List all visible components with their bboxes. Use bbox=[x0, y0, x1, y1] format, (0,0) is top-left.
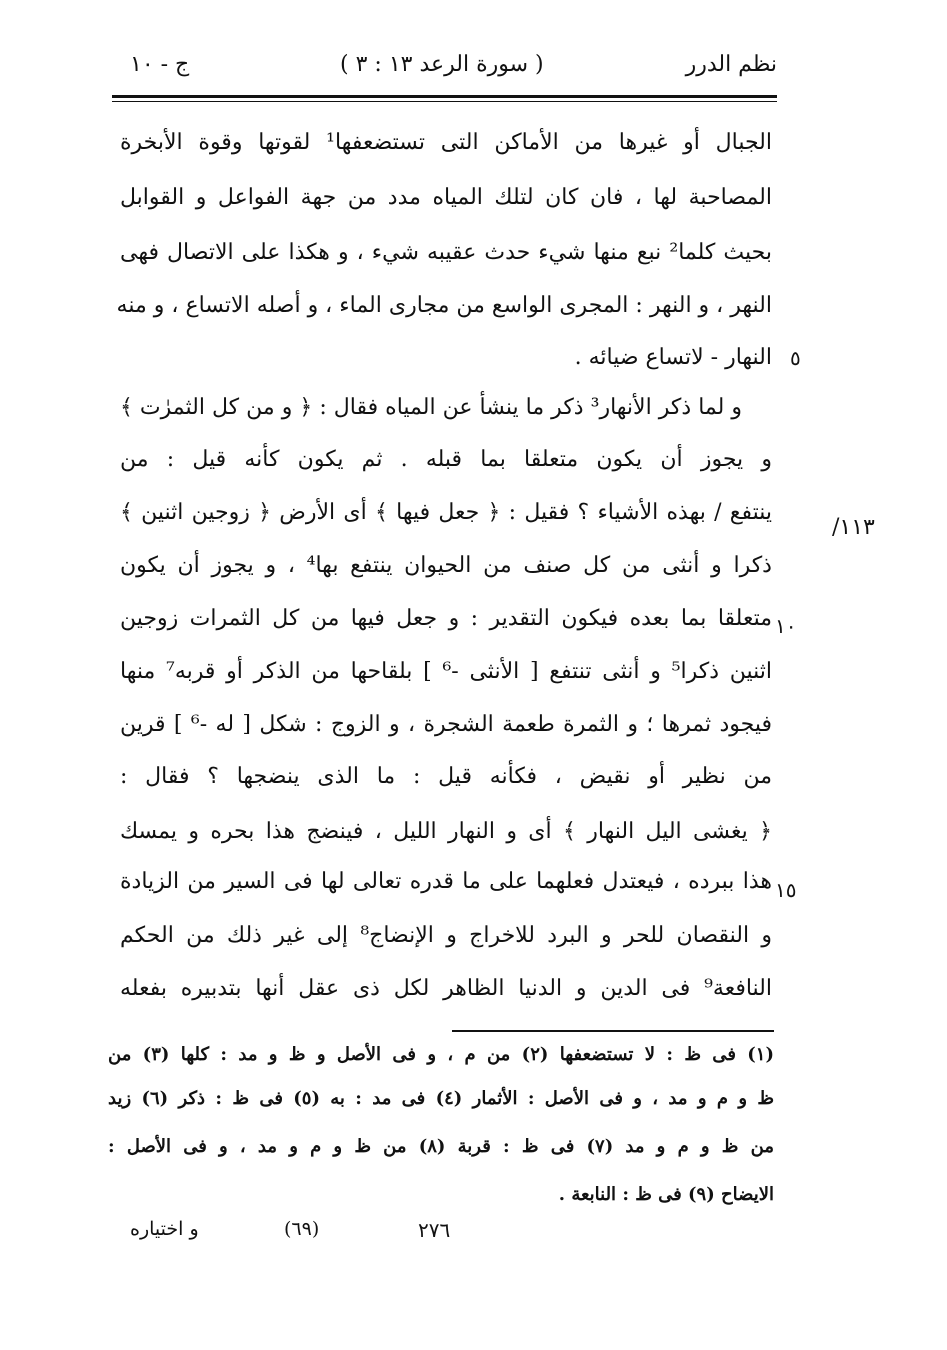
signature-mark: (٦٩) bbox=[284, 1218, 320, 1240]
footnote-line: (١) فى ظ : لا تستضعفها (٢) من م ، و فى الأصل و ظ و مد : كلها (٣) من bbox=[108, 1044, 774, 1065]
footnote-line: ظ و م و مد ، و فى الأصل : الأثمار (٤) فى مد : به (٥) فى ظ : ذكر (٦) زيد bbox=[108, 1088, 774, 1109]
body-line: ذكرا و أنثى من كل صنف من الحيوان ينتفع بها⁴ ، و يجوز أن يكون bbox=[120, 553, 772, 578]
body-line: من نظير أو نقيض ، فكأنه قيل : ما الذى ينضجها ؟ فقال : bbox=[120, 764, 772, 789]
surah-reference: ( سورة الرعد ١٣ : ٣ ) bbox=[340, 52, 544, 77]
footnote-rule bbox=[452, 1030, 774, 1032]
body-line: و النقصان للحر و البرد للاخراج و الإنضاج⁸ إلى غير ذلك من الحكم bbox=[120, 923, 772, 948]
body-line: فيجود ثمرها ؛ و الثمرة طعمة الشجرة ، و الزوج : شكل [ له -⁶ ] قرين bbox=[120, 712, 772, 737]
line-number-10: ١٠ bbox=[775, 614, 797, 638]
header-rule-thin bbox=[112, 101, 777, 102]
catchword: و اختياره bbox=[130, 1218, 199, 1240]
body-line: الجبال أو غيرها من الأماكن التى تستضعفها¹ لقوتها وقوة الأبخرة bbox=[120, 130, 772, 155]
body-line: النهر ، و النهر : المجرى الواسع من مجارى الماء ، و أصله الاتساع ، و منه bbox=[116, 293, 772, 318]
page-number: ٢٧٦ bbox=[418, 1218, 451, 1242]
body-line: ينتفع / بهذه الأشياء ؟ فقيل : ﴿ جعل فيها ﴾ أى الأرض ﴿ زوجين اثنين ﴾ bbox=[120, 500, 772, 525]
line-number-5: ٥ bbox=[790, 346, 801, 370]
body-line: ﴿ يغشى اليل النهار ﴾ أى و النهار الليل ، فينضج هذا بحره و يمسك bbox=[120, 819, 772, 844]
body-line: هذا ببرده ، فيعتدل فعلهما على ما قدره تعالى لها فى السير من الزيادة bbox=[120, 869, 772, 894]
body-line: اثنين ذكرا⁵ و أنثى تنتفع [ الأنثى -⁶ ] بلقاحها من الذكر أو قربه⁷ منها bbox=[120, 659, 773, 684]
body-line: النهار - لاتساع ضيائه . bbox=[574, 345, 772, 370]
book-title: نظم الدرر bbox=[685, 52, 777, 77]
volume-label: ج - ١٠ bbox=[130, 52, 190, 77]
line-number-15: ١٥ bbox=[775, 878, 797, 902]
body-line: متعلقا بما بعده فيكون التقدير : و جعل فيها من كل الثمرات زوجين bbox=[120, 606, 772, 631]
body-line: و لما ذكر الأنهار³ ذكر ما ينشأ عن المياه فقال : ﴿ و من كل الثمرٰت ﴾ bbox=[120, 395, 742, 420]
body-line: بحيث كلما² نبع منها شيء حدث عقيبه شيء ، و هكذا على الاتصال فهى bbox=[120, 240, 772, 265]
margin-folio-note: ١١٣/ bbox=[832, 515, 875, 540]
body-line: المصاحبة لها ، فان كان لتلك المياه مدد من جهة الفواعل و القوابل bbox=[120, 185, 772, 210]
body-line: النافعة⁹ فى الدين و الدنيا الظاهر لكل ذى عقل أنها بتدبيره بفعله bbox=[120, 976, 772, 1001]
header-rule-thick bbox=[112, 95, 777, 98]
body-line: و يجوز أن يكون متعلقا بما قبله . ثم يكون كأنه قيل : من bbox=[120, 447, 772, 472]
footnote-line: من ظ و م و مد (٧) فى ظ : قربة (٨) من ظ و م و مد ، و فى الأصل : bbox=[108, 1136, 774, 1157]
footnote-line: الايضاح (٩) فى ظ : النابعة . bbox=[558, 1184, 774, 1205]
